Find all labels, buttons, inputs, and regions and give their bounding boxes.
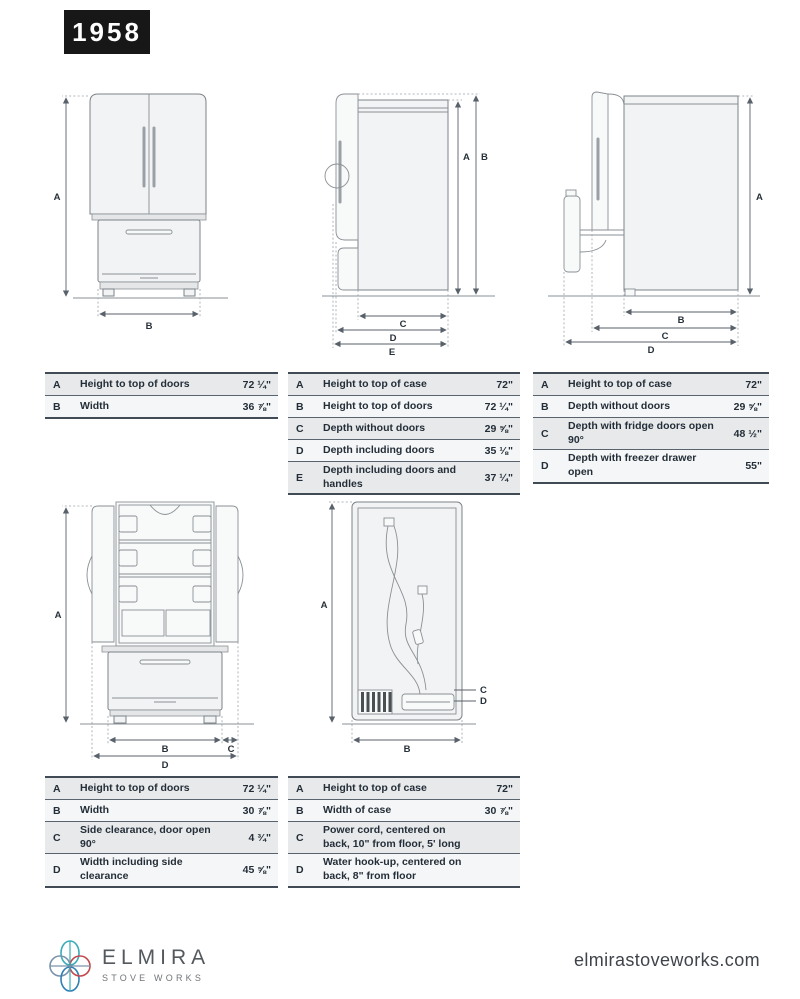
dimension-a	[55, 506, 92, 722]
dim-key: C	[296, 831, 304, 844]
dimension-b	[352, 720, 462, 755]
dim-label: Width	[80, 803, 110, 816]
dim-value: 30 ⅞"	[242, 804, 271, 817]
dim-value: 48 ½"	[733, 427, 762, 440]
dim-value: 72"	[496, 378, 513, 391]
cabinet-side	[624, 96, 738, 296]
dimension-a	[321, 502, 352, 722]
dim-value: 30 ⅞"	[484, 804, 513, 817]
dim-label: Depth including doors and handles	[323, 464, 456, 490]
dim-label: D	[480, 696, 487, 707]
table-row	[288, 776, 520, 800]
dim-label: B	[677, 315, 685, 326]
table-row	[45, 396, 278, 419]
dim-value: 45 ⅝"	[242, 863, 271, 876]
fridge-door-side	[325, 94, 358, 240]
dim-key: D	[296, 444, 304, 457]
table-row	[533, 418, 769, 450]
brand-tagline: STOVE WORKS	[102, 973, 205, 983]
dim-key: C	[296, 422, 304, 435]
dim-key: A	[296, 782, 304, 795]
compressor-grill	[358, 690, 392, 714]
dim-label: A	[463, 152, 470, 163]
fridge-interior	[116, 502, 214, 646]
dim-key: C	[541, 427, 549, 440]
dim-label: B	[161, 744, 169, 755]
dimension-a	[738, 96, 763, 294]
door-bin	[119, 516, 137, 532]
dim-label: Depth including doors	[323, 443, 435, 456]
door-bin	[119, 550, 137, 566]
dim-label: A	[54, 610, 62, 621]
cabinet-side	[358, 100, 448, 290]
fridge-doors	[90, 94, 206, 214]
website-url: elmirastoveworks.com	[573, 950, 760, 970]
dim-value: 36 ⅞"	[242, 400, 271, 413]
table-row	[45, 372, 278, 396]
dim-value: 72"	[496, 782, 513, 795]
table-row	[533, 372, 769, 396]
brand-block	[102, 946, 210, 983]
dim-label: E	[388, 347, 396, 358]
dim-value: 72 ¼"	[242, 378, 271, 391]
dim-value: 37 ¼"	[484, 471, 513, 484]
dim-value: 35 ⅛"	[484, 444, 513, 457]
dim-label: A	[320, 600, 328, 611]
freezer-drawer	[98, 220, 200, 282]
dim-label: Side clearance, door open 90°	[80, 824, 211, 850]
dimension-c	[223, 642, 238, 760]
model-number: 1958	[72, 16, 142, 47]
dim-label: C	[399, 319, 407, 330]
table-front-open-view	[45, 776, 278, 888]
dim-value: 4 ¾"	[248, 831, 271, 844]
dim-label: Power cord, centered on back, 10" from floor, 5' long	[323, 824, 461, 850]
dim-label: B	[403, 744, 411, 755]
dim-label: Width including side clearance	[80, 856, 183, 882]
diagram-side-view	[300, 84, 500, 362]
dim-label: B	[145, 321, 153, 332]
dim-label: D	[389, 333, 397, 344]
dim-label: Height to top of case	[568, 377, 672, 390]
dimension-a	[54, 96, 88, 296]
dim-label: B	[481, 152, 488, 163]
table-row	[533, 450, 769, 483]
door-bin	[193, 550, 211, 566]
dim-key: A	[541, 378, 549, 391]
table-row	[288, 800, 520, 822]
door-bin	[119, 586, 137, 602]
brand-name: ELMIRA	[102, 946, 211, 969]
table-back-view	[288, 776, 520, 888]
dimension-a	[448, 100, 470, 294]
dim-key: A	[53, 378, 61, 391]
dim-key: C	[53, 831, 61, 844]
dim-label: Height to top of doors	[80, 781, 190, 794]
dim-label: Depth without doors	[323, 421, 426, 434]
dim-key: B	[296, 400, 304, 413]
table-side-open-view	[533, 372, 769, 484]
table-row	[45, 800, 278, 822]
dimension-b	[624, 290, 738, 346]
dim-value: 72"	[745, 378, 762, 391]
base-and-feet	[110, 710, 220, 723]
freezer-drawer	[108, 652, 222, 710]
elmira-logo-icon	[46, 938, 94, 994]
dim-value: 29 ⅝"	[484, 422, 513, 435]
table-row	[288, 854, 520, 887]
table-row	[45, 822, 278, 854]
dim-key: B	[541, 400, 549, 413]
table-row	[533, 396, 769, 418]
dim-label: Depth with freezer drawer open	[568, 452, 697, 478]
dim-label: Width of case	[323, 803, 392, 816]
hookup-connector	[418, 586, 427, 594]
front-foot	[625, 289, 635, 296]
dim-label: C	[480, 685, 487, 696]
dim-label: Height to top of doors	[323, 399, 433, 412]
door-bin	[193, 516, 211, 532]
dim-value: 29 ⅝"	[733, 400, 762, 413]
table-row	[288, 418, 520, 440]
dim-key: A	[53, 782, 61, 795]
freezer-front-side	[338, 248, 358, 290]
dim-label: Height to top of case	[323, 377, 427, 390]
diagram-front-open-view	[52, 494, 282, 772]
dim-label: Width	[80, 399, 110, 412]
door-bin	[193, 586, 211, 602]
dim-label: C	[661, 331, 669, 342]
base-and-feet	[100, 282, 198, 296]
dim-key: B	[53, 804, 61, 817]
dim-value: 72 ¼"	[242, 782, 271, 795]
drip-tray	[402, 694, 454, 710]
diagram-front-view	[48, 86, 248, 342]
dim-key: E	[296, 471, 304, 484]
dim-value: 72 ¼"	[484, 400, 513, 413]
dim-key: A	[296, 378, 304, 391]
dim-label: Height to top of doors	[80, 377, 190, 390]
table-side-view	[288, 372, 520, 495]
diagram-back-view	[318, 494, 498, 772]
dim-label: Height to top of case	[323, 781, 427, 794]
mid-trim	[92, 214, 206, 220]
table-row	[288, 462, 520, 495]
dim-key: D	[53, 863, 61, 876]
dim-value: 55"	[745, 459, 762, 472]
dim-label: Depth with fridge doors open 90°	[568, 420, 714, 446]
dim-key: B	[296, 804, 304, 817]
dim-key: B	[53, 400, 61, 413]
dim-key: D	[296, 863, 304, 876]
table-row	[288, 440, 520, 462]
dimension-c	[358, 290, 448, 348]
diagram-side-open-view	[528, 84, 768, 360]
table-row	[288, 822, 520, 854]
table-row	[45, 854, 278, 887]
open-fridge-door	[592, 92, 624, 230]
table-row	[45, 776, 278, 800]
dim-label: D	[161, 760, 169, 771]
mid-trim	[102, 646, 228, 652]
table-front-view	[45, 372, 278, 419]
dim-label: Depth without doors	[568, 399, 671, 412]
dim-label: A	[756, 192, 763, 203]
dim-label: A	[53, 192, 61, 203]
dim-label: D	[647, 345, 655, 356]
model-number-plate	[64, 10, 150, 54]
dim-label: Water hook-up, centered on back, 8" from floor	[323, 856, 462, 882]
dim-key: D	[541, 459, 549, 472]
table-row	[288, 396, 520, 418]
hookup-connector	[384, 518, 394, 526]
dim-label: C	[227, 744, 235, 755]
table-row	[288, 372, 520, 396]
